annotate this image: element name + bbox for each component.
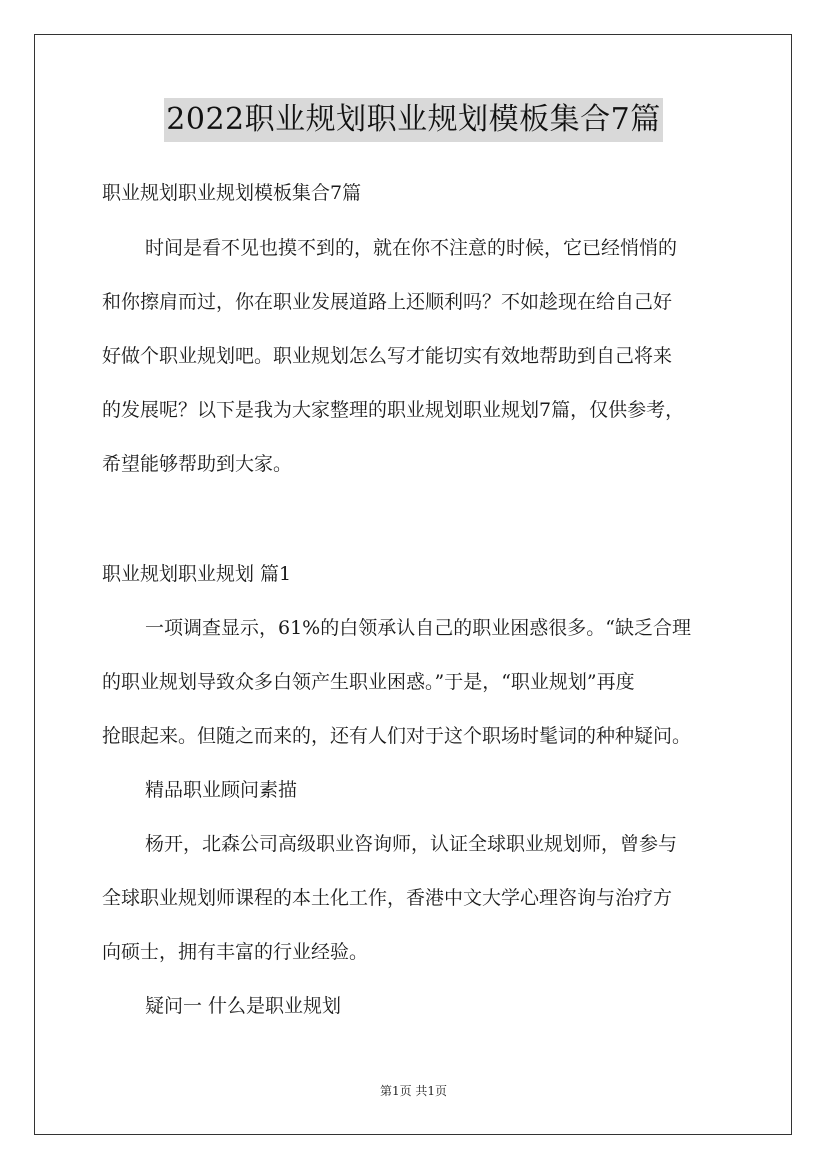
paragraph-line: 的发展呢？以下是我为大家整理的职业规划职业规划7篇，仅供参考， [102, 399, 685, 421]
page-footer: 第1页 共1页 [379, 1084, 448, 1098]
subheading-line: 精品职业顾问素描 [145, 779, 298, 801]
paragraph-line: 抢眼起来。但随之而来的，还有人们对于这个职场时髦词的种种疑问。 [102, 725, 692, 747]
paragraph-line: 和你擦肩而过，你在职业发展道路上还顺利吗？不如趁现在给自己好 [102, 291, 673, 313]
title-container [0, 98, 827, 142]
section-heading: 职业规划职业规划 篇1 [102, 563, 292, 585]
paragraph-line: 希望能够帮助到大家。 [102, 453, 293, 475]
paragraph-line: 全球职业规划师课程的本土化工作，香港中文大学心理咨询与治疗方 [102, 887, 673, 909]
paragraph-line: 时间是看不见也摸不到的，就在你不注意的时候，它已经悄悄的 [145, 237, 678, 259]
question-heading: 疑问一 什么是职业规划 [145, 995, 342, 1017]
paragraph-line: 杨开，北森公司高级职业咨询师，认证全球职业规划师，曾参与 [145, 833, 678, 855]
document-title: 2022职业规划职业规划模板集合7篇 [164, 98, 662, 142]
paragraph-line: 向硕士，拥有丰富的行业经验。 [102, 941, 369, 963]
paragraph-line: 好做个职业规划吧。职业规划怎么写才能切实有效地帮助到自己将来 [102, 345, 673, 367]
paragraph-line: 一项调查显示，61%的白领承认自己的职业困惑很多。“缺乏合理 [145, 617, 691, 639]
subtitle-line: 职业规划职业规划模板集合7篇 [102, 182, 362, 204]
paragraph-line: 的职业规划导致众多白领产生职业困惑。”于是，“职业规划”再度 [102, 671, 635, 693]
